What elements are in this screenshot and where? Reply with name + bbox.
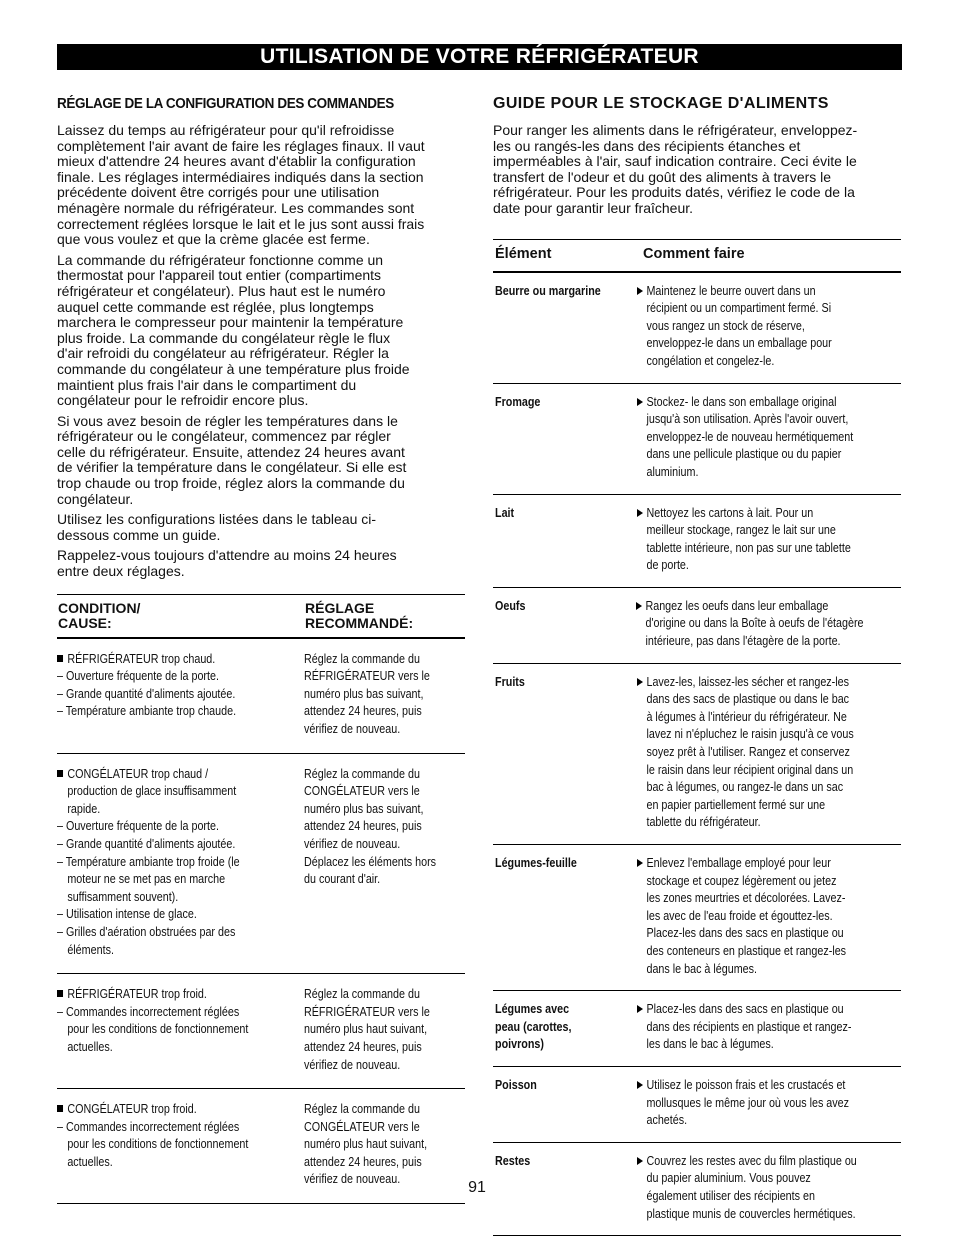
instruction-text: meilleur stockage, rangez le lait sur une <box>646 523 836 538</box>
header-condition-cause <box>57 601 305 631</box>
recommended-setting-cell <box>304 651 464 739</box>
food-name: Poisson <box>495 1077 537 1092</box>
instruction-line <box>637 1112 849 1130</box>
arrow-right-icon <box>637 1081 643 1089</box>
food-name-lines <box>495 1001 571 1054</box>
instruction-text: dans des sacs de plastique ou dans le bac <box>646 692 850 707</box>
cause-text: – Température ambiante trop chaude. <box>57 704 237 719</box>
cause-text: CONGÉLATEUR trop chaud / <box>67 766 209 781</box>
condition-row <box>57 639 465 754</box>
reco-line: attendez 24 heures, puis <box>304 1039 422 1054</box>
food-row <box>493 664 901 845</box>
cause-text: – Température ambiante trop froide (le <box>57 854 240 869</box>
reco-lines <box>304 651 430 739</box>
reco-line: vérifiez de nouveau. <box>304 722 401 736</box>
instruction-lines <box>637 1077 849 1130</box>
paragraph-line: dessous comme un guide. <box>57 526 221 543</box>
paragraph-line: Rappelez-vous toujours d'attendre au moins 24 heures <box>57 547 397 564</box>
instruction-text: récipient ou un compartiment fermé. Si <box>646 301 832 316</box>
bullet-square-icon <box>57 655 63 662</box>
cause-text: – Grande quantité d'aliments ajoutée. <box>57 686 236 701</box>
paragraph-line: correctement réglées lorsque le lait et le jus sont aussi frais <box>57 215 425 232</box>
cause-line <box>57 783 240 801</box>
instruction-lines <box>637 283 832 371</box>
instruction-text: d'origine ou dans la Boîte à oeufs de l'étagère <box>645 616 864 631</box>
instruction-text: à légumes à l'intérieur du réfrigérateur. Ne <box>646 709 847 724</box>
paragraph-line: finale. Les réglages intermédiaires indiqués dans la section <box>57 168 424 185</box>
header-element: Élément <box>495 245 552 262</box>
food-name: Beurre ou margarine <box>495 283 601 298</box>
paragraph-line: thermostat pour l'appareil tout entier (compartiments <box>57 267 382 284</box>
instruction-line <box>637 540 851 558</box>
instruction-line <box>637 674 854 692</box>
reco-line: numéro plus haut suivant, <box>304 1137 428 1152</box>
intro-line: réfrigérateur. Pour les produits datés, vérifiez le code de la <box>493 184 855 201</box>
reco-line: du courant d'air. <box>304 872 381 887</box>
paragraph-line: entre deux réglages. <box>57 563 185 580</box>
condition-cause-cell <box>57 766 304 960</box>
paragraph-line: maintient plus frais l'air dans le compartiment du <box>57 376 357 393</box>
instruction-text: intérieure, pas dans l'étagère de la porte. <box>645 634 841 649</box>
cause-line <box>57 1154 248 1172</box>
instruction-text: dans des récipients en plastique et rangez- <box>646 1019 852 1034</box>
cause-line <box>57 906 240 924</box>
food-name-lines <box>495 394 540 412</box>
instruction-line <box>637 855 846 873</box>
arrow-right-icon <box>637 859 643 867</box>
food-row <box>493 273 901 384</box>
paragraph-line: congélateur pour le refroidir encore plus. <box>57 392 309 409</box>
instruction-text: les dans le bac à légumes. <box>646 1037 774 1052</box>
cause-text: moteur ne se met pas en marche <box>67 872 226 887</box>
instruction-text: tablette du réfrigérateur. <box>646 815 761 830</box>
instruction-line <box>637 709 854 727</box>
arrow-right-icon <box>637 287 643 295</box>
food-row <box>493 845 901 991</box>
controls-paragraph <box>57 548 465 579</box>
bullet-square-icon <box>57 1105 63 1112</box>
cause-line <box>57 889 240 907</box>
reco-line: vérifiez de nouveau. <box>304 836 401 851</box>
paragraph-line: congélateur. <box>57 490 134 507</box>
food-name-lines <box>495 674 525 692</box>
food-name-cell <box>493 855 637 978</box>
cause-lines <box>57 986 248 1056</box>
instruction-text: stockage et coupez légèrement ou jetez <box>646 873 837 888</box>
instruction-line <box>637 890 846 908</box>
instruction-text: Placez-les dans des sacs en plastique ou <box>646 1002 844 1017</box>
instruction-line <box>637 1095 849 1113</box>
instruction-line <box>637 429 853 447</box>
instruction-text: enveloppez-le de nouveau hermétiquement <box>646 429 854 444</box>
food-name: Lait <box>495 505 515 520</box>
recommended-setting-cell <box>304 1101 464 1189</box>
reco-line: Réglez la commande du <box>304 766 420 781</box>
paragraph-line: complètement l'air avant de faire les réglages finaux. Il vaut <box>57 137 425 154</box>
food-name: poivrons) <box>495 1037 544 1052</box>
instruction-lines <box>637 855 846 978</box>
food-name: Légumes avec <box>495 1002 570 1017</box>
cause-line <box>57 668 236 686</box>
cause-line <box>57 1136 248 1154</box>
instruction-text: jusqu'à son utilisation. Après l'avoir ouvert, <box>646 412 849 427</box>
food-name-cell <box>493 1077 637 1130</box>
food-storage-table <box>493 239 901 1237</box>
reco-line: numéro plus haut suivant, <box>304 1022 428 1037</box>
header-comment-faire: Comment faire <box>643 245 745 262</box>
instruction-text: Maintenez le beurre ouvert dans un <box>646 283 816 298</box>
reco-lines <box>304 766 436 889</box>
paragraph-line: trop chaude ou trop froide, réglez alors la commande du <box>57 475 405 492</box>
cause-text: – Grilles d'aération obstruées par des <box>57 924 236 939</box>
food-name-cell <box>493 283 637 371</box>
reco-line: numéro plus bas suivant, <box>304 686 424 701</box>
instruction-text: Enlevez l'emballage employé pour leur <box>646 856 831 870</box>
condition-row <box>57 754 465 975</box>
instruction-text: Couvrez les restes avec du film plastique ou <box>646 1153 857 1168</box>
instruction-text: achetés. <box>646 1113 688 1128</box>
paragraph-line: plus froide. La commande du congélateur règle le flux <box>57 329 391 346</box>
instruction-text: dans une pellicule plastique ou du papier <box>646 447 842 462</box>
reco-line: attendez 24 heures, puis <box>304 704 422 719</box>
reco-line: attendez 24 heures, puis <box>304 819 422 834</box>
controls-paragraphs <box>57 123 465 580</box>
instruction-line <box>637 300 832 318</box>
cause-text: – Ouverture fréquente de la porte. <box>57 669 219 684</box>
intro-line: transfert de l'odeur et du goût des aliments à travers le <box>493 168 832 185</box>
instruction-line <box>636 598 864 616</box>
header-reglage-recommande <box>305 601 465 631</box>
instruction-text: bac à légumes, ou rangez-le dans un sac <box>646 780 844 795</box>
cause-text: éléments. <box>67 942 114 957</box>
paragraph-line: Si vous avez besoin de régler les températures dans le <box>57 412 398 429</box>
instruction-text: lavez ni n'épluchez le raisin jusqu'à ce vous <box>646 727 854 742</box>
paragraph-line: celle du réfrigérateur. Ensuite, attendez 24 heures avant <box>57 443 405 460</box>
instruction-line <box>637 943 846 961</box>
instruction-line <box>637 505 851 523</box>
instruction-text: les zones meurtries et décolorées. Lavez- <box>646 891 846 906</box>
instruction-line <box>637 394 853 412</box>
instruction-line <box>637 283 832 301</box>
instruction-line <box>637 797 854 815</box>
left-column <box>57 95 465 1204</box>
cause-text: – Commandes incorrectement réglées <box>57 1119 240 1134</box>
instruction-text: tablette intérieure, non pas sur une tablette <box>646 540 851 555</box>
food-name-cell <box>493 598 636 651</box>
instruction-line <box>637 691 854 709</box>
instruction-text: des conteneurs en plastique et rangez-les <box>646 943 847 958</box>
instruction-line <box>636 633 864 651</box>
section-banner: UTILISATION DE VOTRE RÉFRIGÉRATEUR <box>57 44 902 70</box>
arrow-right-icon <box>636 602 642 610</box>
reco-line: Réglez la commande du <box>304 1102 420 1117</box>
condition-title <box>57 986 248 1004</box>
condition-title <box>57 1101 248 1119</box>
instruction-line <box>637 908 846 926</box>
cause-line <box>57 1021 248 1039</box>
cause-text: actuelles. <box>67 1039 113 1054</box>
paragraph-line: Utilisez les configurations listées dans le tableau ci- <box>57 511 377 528</box>
cause-text: pour les conditions de fonctionnement <box>67 1022 249 1037</box>
paragraph-line: réfrigérateur et congélateur). Plus haut est le numéro <box>57 282 386 299</box>
reco-lines <box>304 986 430 1074</box>
food-row <box>493 495 901 588</box>
food-instructions-cell <box>637 1077 901 1130</box>
controls-paragraph <box>57 414 465 508</box>
storage-intro <box>493 123 901 217</box>
instruction-line <box>637 353 832 371</box>
paragraph-line: Laissez du temps au réfrigérateur pour qu'il refroidisse <box>57 122 395 138</box>
instruction-line <box>637 1019 851 1037</box>
header-condition: CONDITION/ <box>58 599 141 616</box>
instruction-line <box>637 411 853 429</box>
food-name-cell <box>493 1001 637 1054</box>
reco-line: vérifiez de nouveau. <box>304 1172 401 1187</box>
paragraph-line: commande du congélateur à une température plus froide <box>57 360 410 377</box>
condition-row <box>57 974 465 1089</box>
reco-line: RÉFRIGÉRATEUR vers le <box>304 669 430 684</box>
instruction-line <box>637 1036 851 1054</box>
arrow-right-icon <box>637 398 643 406</box>
intro-line: date pour garantir leur fraîcheur. <box>493 199 694 216</box>
cause-line <box>57 703 236 721</box>
condition-title <box>57 766 240 784</box>
food-row <box>493 991 901 1067</box>
condition-table-header <box>57 595 465 639</box>
cause-line <box>57 686 236 704</box>
condition-cause-cell <box>57 651 304 739</box>
food-name: peau (carottes, <box>495 1019 572 1034</box>
instruction-text: de porte. <box>646 558 689 573</box>
instruction-line <box>637 1001 851 1019</box>
page-number: 91 <box>468 1179 486 1196</box>
paragraph-line: La commande du réfrigérateur fonctionne comme un <box>57 251 384 268</box>
instruction-lines <box>637 394 853 482</box>
food-instructions-cell <box>637 394 901 482</box>
cause-line <box>57 871 240 889</box>
controls-paragraph <box>57 512 465 543</box>
food-instructions-cell <box>637 855 901 978</box>
cause-line <box>57 1004 248 1022</box>
instruction-text: plastique munis de couvercles hermétiques. <box>646 1206 856 1221</box>
recommended-setting-cell <box>304 986 464 1074</box>
recommended-setting-cell <box>304 766 464 960</box>
instruction-line <box>637 726 854 744</box>
controls-heading: RÉGLAGE DE LA CONFIGURATION DES COMMANDES <box>57 96 394 112</box>
instruction-line <box>637 522 851 540</box>
instruction-text: dans le bac à légumes. <box>646 961 758 976</box>
condition-cause-cell <box>57 986 304 1074</box>
paragraph-line: réfrigérateur ou le congélateur, commencez par régler <box>57 428 391 445</box>
cause-line <box>57 854 240 872</box>
instruction-text: du papier aluminium. Vous pouvez <box>646 1171 811 1186</box>
instruction-line <box>637 779 854 797</box>
cause-line <box>57 924 240 942</box>
cause-text: – Utilisation intense de glace. <box>57 907 197 922</box>
arrow-right-icon <box>637 509 643 517</box>
cause-text: suffisamment souvent). <box>67 889 179 904</box>
instruction-text: Placez-les dans des sacs en plastique ou <box>646 926 844 941</box>
food-name: Fruits <box>495 674 525 689</box>
intro-line: les ou rangés-les dans des récipients étanches et <box>493 137 801 154</box>
reco-line: numéro plus bas suivant, <box>304 801 424 816</box>
paragraph-line: auquel cette commande est réglée, plus longtemps <box>57 298 374 315</box>
food-row <box>493 588 901 664</box>
cause-lines <box>57 1101 248 1171</box>
instruction-line <box>637 814 854 832</box>
right-column <box>493 95 901 1236</box>
paragraph-line: marchera le compresseur pour maintenir la température <box>57 314 404 331</box>
header-cause: CAUSE: <box>58 614 112 631</box>
instruction-line <box>637 1077 849 1095</box>
instruction-lines <box>637 674 854 832</box>
instruction-line <box>637 873 846 891</box>
paragraph-line: ménagère normale du réfrigérateur. Les commandes sont <box>57 199 415 216</box>
bullet-square-icon <box>57 990 63 997</box>
food-row <box>493 384 901 495</box>
reco-line: RÉFRIGÉRATEUR vers le <box>304 1004 430 1019</box>
cause-line <box>57 1039 248 1057</box>
food-table-header <box>493 240 901 273</box>
instruction-text: Nettoyez les cartons à lait. Pour un <box>646 505 814 520</box>
instruction-text: Stockez- le dans son emballage original <box>646 394 837 409</box>
controls-paragraph <box>57 253 465 409</box>
instruction-line <box>637 1153 857 1171</box>
cause-lines <box>57 651 236 721</box>
food-name: Oeufs <box>495 598 526 613</box>
condition-title <box>57 651 236 669</box>
food-name-cell <box>493 505 637 575</box>
cause-text: CONGÉLATEUR trop froid. <box>67 1102 197 1117</box>
food-name-lines <box>495 505 514 523</box>
cause-text: rapide. <box>67 801 101 816</box>
condition-table <box>57 594 465 1204</box>
food-name: Restes <box>495 1153 531 1168</box>
instruction-text: mollusques le même jour où vous les avez <box>646 1095 850 1110</box>
instruction-text: Utilisez le poisson frais et les crustacés et <box>646 1077 846 1092</box>
instruction-lines <box>637 505 851 575</box>
arrow-right-icon <box>637 678 643 686</box>
food-name-lines <box>495 855 577 873</box>
arrow-right-icon <box>637 1005 643 1013</box>
reco-line: Réglez la commande du <box>304 651 420 666</box>
instruction-text: les avec de l'eau froide et égouttez-les. <box>646 908 833 923</box>
instruction-line <box>637 762 854 780</box>
food-instructions-cell <box>637 283 901 371</box>
food-instructions-cell <box>637 1001 901 1054</box>
instruction-text: le raisin dans leur récipient original dans un <box>646 762 854 777</box>
instruction-line <box>637 1206 857 1224</box>
cause-line <box>57 1119 248 1137</box>
condition-cause-cell <box>57 1101 304 1189</box>
instruction-text: Lavez-les, laissez-les sécher et rangez-les <box>646 674 850 689</box>
food-name: Fromage <box>495 394 541 409</box>
instruction-line <box>637 446 853 464</box>
instruction-line <box>637 335 832 353</box>
bullet-square-icon <box>57 770 63 777</box>
food-name-lines <box>495 1077 537 1095</box>
instruction-line <box>637 464 853 482</box>
cause-text: RÉFRIGÉRATEUR trop chaud. <box>67 651 216 666</box>
storage-guide-heading: GUIDE POUR LE STOCKAGE D'ALIMENTS <box>493 95 829 112</box>
cause-line <box>57 836 240 854</box>
food-row <box>493 1067 901 1143</box>
cause-line <box>57 942 240 960</box>
header-reglage: RÉGLAGE <box>305 599 375 616</box>
instruction-text: congélation et congelez-le. <box>646 353 775 368</box>
food-name-lines <box>495 1153 530 1171</box>
instruction-line <box>637 925 846 943</box>
instruction-text: en papier partiellement fermé sur une <box>646 797 826 812</box>
instruction-text: également utiliser des récipients en <box>646 1188 815 1203</box>
food-name-lines <box>495 598 525 616</box>
cause-text: actuelles. <box>67 1154 113 1169</box>
reco-line: vérifiez de nouveau. <box>304 1057 401 1072</box>
cause-text: – Commandes incorrectement réglées <box>57 1004 240 1019</box>
reco-line: CONGÉLATEUR vers le <box>304 784 420 799</box>
reco-lines <box>304 1101 427 1189</box>
instruction-line <box>636 615 864 633</box>
instruction-line <box>637 557 851 575</box>
instruction-text: Rangez les oeufs dans leur emballage <box>645 598 829 613</box>
paragraph-line: que vous voulez et que la crème glacée est ferme. <box>57 231 370 248</box>
food-name-cell <box>493 674 637 832</box>
food-name: Légumes-feuille <box>495 856 577 870</box>
cause-text: production de glace insuffisamment <box>67 784 237 799</box>
controls-paragraph <box>57 123 465 248</box>
cause-line <box>57 801 240 819</box>
instruction-line <box>637 318 832 336</box>
cause-text: RÉFRIGÉRATEUR trop froid. <box>67 987 207 1002</box>
food-instructions-cell <box>637 505 901 575</box>
cause-text: pour les conditions de fonctionnement <box>67 1137 249 1152</box>
intro-line: imperméables à l'air, sauf indication contraire. Ceci évite le <box>493 153 857 170</box>
cause-text: – Grande quantité d'aliments ajoutée. <box>57 836 236 851</box>
paragraph-line: d'air refroidi du congélateur au réfrigérateur. Régler la <box>57 345 389 362</box>
food-name-lines <box>495 283 601 301</box>
intro-line: Pour ranger les aliments dans le réfrigérateur, enveloppez- <box>493 122 858 138</box>
instruction-text: soyez prêt à l'utiliser. Rangez et conservez <box>646 745 850 760</box>
reco-line: Réglez la commande du <box>304 987 420 1002</box>
reco-line: attendez 24 heures, puis <box>304 1154 422 1169</box>
instruction-text: vous rangez un stock de réserve, <box>646 318 805 333</box>
cause-line <box>57 818 240 836</box>
cause-text: – Ouverture fréquente de la porte. <box>57 819 219 834</box>
paragraph-line: mieux d'attendre 24 heures avant d'établir la configuration <box>57 153 416 170</box>
paragraph-line: de vérifier la température dans le congélateur. Si elle est <box>57 459 407 476</box>
instruction-text: enveloppez-le dans un emballage pour <box>646 336 832 351</box>
instruction-lines <box>636 598 864 651</box>
reco-line: CONGÉLATEUR vers le <box>304 1119 420 1134</box>
reco-line: Déplacez les éléments hors <box>304 854 437 869</box>
paragraph-line: précédente doivent être corrigés pour une utilisation <box>57 184 380 201</box>
instruction-lines <box>637 1001 851 1054</box>
arrow-right-icon <box>637 1157 643 1165</box>
instruction-text: aluminium. <box>646 464 699 479</box>
food-name-cell <box>493 394 637 482</box>
cause-lines <box>57 766 240 960</box>
food-instructions-cell <box>637 674 901 832</box>
instruction-line <box>637 961 846 979</box>
instruction-line <box>637 744 854 762</box>
food-instructions-cell <box>636 598 901 651</box>
header-recommande: RECOMMANDÉ: <box>305 614 414 631</box>
